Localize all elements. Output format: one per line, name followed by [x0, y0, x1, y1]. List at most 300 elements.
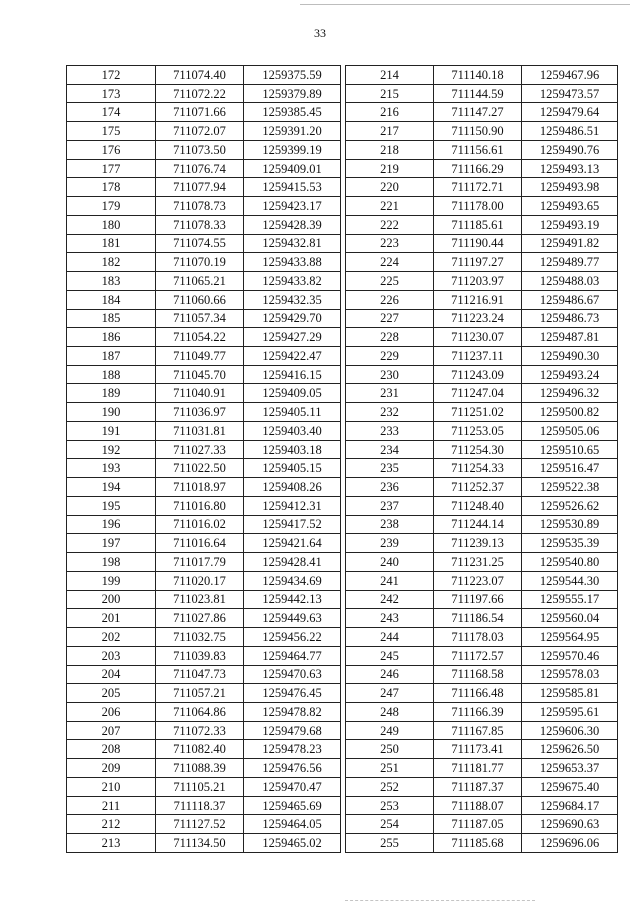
y-coordinate-cell: 1259408.26: [244, 478, 341, 497]
table-row: [67, 403, 341, 422]
y-coordinate-cell: 1259606.30: [522, 721, 618, 740]
x-coordinate-cell: 711188.07: [434, 796, 522, 815]
y-coordinate-cell: 1259675.40: [522, 777, 618, 796]
x-coordinate-cell: 711049.77: [156, 347, 244, 366]
table-row: [346, 665, 618, 684]
point-number-cell: 246: [346, 665, 434, 684]
y-coordinate-cell: 1259493.13: [522, 159, 618, 178]
table-row: [67, 534, 341, 553]
table-row: [67, 815, 341, 834]
table-row: [346, 234, 618, 253]
y-coordinate-cell: 1259405.15: [244, 459, 341, 478]
y-coordinate-cell: 1259570.46: [522, 646, 618, 665]
point-number-cell: 199: [67, 571, 156, 590]
point-number-cell: 208: [67, 740, 156, 759]
point-number-cell: 227: [346, 309, 434, 328]
table-row: [346, 365, 618, 384]
x-coordinate-cell: 711088.39: [156, 759, 244, 778]
x-coordinate-cell: 711167.85: [434, 721, 522, 740]
x-coordinate-cell: 711027.33: [156, 440, 244, 459]
table-row: [346, 721, 618, 740]
table-row: [346, 84, 618, 103]
table-row: [67, 384, 341, 403]
x-coordinate-cell: 711190.44: [434, 234, 522, 253]
x-coordinate-cell: 711230.07: [434, 328, 522, 347]
x-coordinate-cell: 711254.33: [434, 459, 522, 478]
x-coordinate-cell: 711036.97: [156, 403, 244, 422]
x-coordinate-cell: 711203.97: [434, 272, 522, 291]
y-coordinate-cell: 1259490.30: [522, 347, 618, 366]
table-row: [346, 440, 618, 459]
x-coordinate-cell: 711216.91: [434, 290, 522, 309]
table-row: [346, 290, 618, 309]
y-coordinate-cell: 1259478.82: [244, 702, 341, 721]
point-number-cell: 203: [67, 646, 156, 665]
point-number-cell: 212: [67, 815, 156, 834]
point-number-cell: 202: [67, 628, 156, 647]
point-number-cell: 238: [346, 515, 434, 534]
y-coordinate-cell: 1259540.80: [522, 553, 618, 572]
x-coordinate-cell: 711197.66: [434, 590, 522, 609]
x-coordinate-cell: 711231.25: [434, 553, 522, 572]
point-number-cell: 230: [346, 365, 434, 384]
y-coordinate-cell: 1259522.38: [522, 478, 618, 497]
table-row: [67, 272, 341, 291]
table-row: [67, 740, 341, 759]
point-number-cell: 172: [67, 66, 156, 85]
point-number-cell: 213: [67, 834, 156, 853]
y-coordinate-cell: 1259449.63: [244, 609, 341, 628]
point-number-cell: 233: [346, 421, 434, 440]
y-coordinate-cell: 1259403.40: [244, 421, 341, 440]
point-number-cell: 192: [67, 440, 156, 459]
y-coordinate-cell: 1259585.81: [522, 684, 618, 703]
y-coordinate-cell: 1259500.82: [522, 403, 618, 422]
y-coordinate-cell: 1259493.19: [522, 215, 618, 234]
point-number-cell: 174: [67, 103, 156, 122]
point-number-cell: 215: [346, 84, 434, 103]
table-row: [67, 646, 341, 665]
x-coordinate-cell: 711032.75: [156, 628, 244, 647]
point-number-cell: 181: [67, 234, 156, 253]
coordinates-table-left: [66, 65, 341, 853]
table-row: [67, 421, 341, 440]
y-coordinate-cell: 1259416.15: [244, 365, 341, 384]
x-coordinate-cell: 711185.68: [434, 834, 522, 853]
point-number-cell: 216: [346, 103, 434, 122]
x-coordinate-cell: 711016.64: [156, 534, 244, 553]
x-coordinate-cell: 711172.57: [434, 646, 522, 665]
y-coordinate-cell: 1259385.45: [244, 103, 341, 122]
point-number-cell: 243: [346, 609, 434, 628]
x-coordinate-cell: 711072.07: [156, 122, 244, 141]
y-coordinate-cell: 1259432.81: [244, 234, 341, 253]
table-row: [346, 103, 618, 122]
point-number-cell: 190: [67, 403, 156, 422]
table-row: [346, 309, 618, 328]
x-coordinate-cell: 711166.29: [434, 159, 522, 178]
table-row: [67, 309, 341, 328]
table-row: [346, 384, 618, 403]
x-coordinate-cell: 711166.39: [434, 702, 522, 721]
y-coordinate-cell: 1259555.17: [522, 590, 618, 609]
y-coordinate-cell: 1259496.32: [522, 384, 618, 403]
point-number-cell: 179: [67, 197, 156, 216]
y-coordinate-cell: 1259488.03: [522, 272, 618, 291]
x-coordinate-cell: 711078.33: [156, 215, 244, 234]
y-coordinate-cell: 1259516.47: [522, 459, 618, 478]
y-coordinate-cell: 1259476.56: [244, 759, 341, 778]
table-row: [346, 702, 618, 721]
x-coordinate-cell: 711039.83: [156, 646, 244, 665]
x-coordinate-cell: 711105.21: [156, 777, 244, 796]
point-number-cell: 241: [346, 571, 434, 590]
table-row: [346, 459, 618, 478]
y-coordinate-cell: 1259684.17: [522, 796, 618, 815]
x-coordinate-cell: 711073.50: [156, 140, 244, 159]
y-coordinate-cell: 1259486.67: [522, 290, 618, 309]
y-coordinate-cell: 1259526.62: [522, 496, 618, 515]
x-coordinate-cell: 711054.22: [156, 328, 244, 347]
point-number-cell: 232: [346, 403, 434, 422]
table-row: [346, 140, 618, 159]
point-number-cell: 180: [67, 215, 156, 234]
table-row: [346, 66, 618, 85]
x-coordinate-cell: 711254.30: [434, 440, 522, 459]
x-coordinate-cell: 711178.00: [434, 197, 522, 216]
y-coordinate-cell: 1259486.51: [522, 122, 618, 141]
table-row: [67, 777, 341, 796]
x-coordinate-cell: 711244.14: [434, 515, 522, 534]
point-number-cell: 211: [67, 796, 156, 815]
x-coordinate-cell: 711047.73: [156, 665, 244, 684]
x-coordinate-cell: 711197.27: [434, 253, 522, 272]
x-coordinate-cell: 711065.21: [156, 272, 244, 291]
x-coordinate-cell: 711023.81: [156, 590, 244, 609]
x-coordinate-cell: 711064.86: [156, 702, 244, 721]
table-row: [346, 777, 618, 796]
scan-top-rule: [300, 4, 630, 5]
x-coordinate-cell: 711074.55: [156, 234, 244, 253]
y-coordinate-cell: 1259432.35: [244, 290, 341, 309]
point-number-cell: 197: [67, 534, 156, 553]
point-number-cell: 193: [67, 459, 156, 478]
y-coordinate-cell: 1259595.61: [522, 702, 618, 721]
x-coordinate-cell: 711027.86: [156, 609, 244, 628]
table-row: [67, 759, 341, 778]
x-coordinate-cell: 711166.48: [434, 684, 522, 703]
y-coordinate-cell: 1259493.65: [522, 197, 618, 216]
point-number-cell: 222: [346, 215, 434, 234]
point-number-cell: 249: [346, 721, 434, 740]
y-coordinate-cell: 1259479.64: [522, 103, 618, 122]
table-row: [346, 421, 618, 440]
y-coordinate-cell: 1259415.53: [244, 178, 341, 197]
point-number-cell: 198: [67, 553, 156, 572]
table-row: [346, 628, 618, 647]
y-coordinate-cell: 1259433.82: [244, 272, 341, 291]
y-coordinate-cell: 1259479.68: [244, 721, 341, 740]
point-number-cell: 194: [67, 478, 156, 497]
point-number-cell: 204: [67, 665, 156, 684]
point-number-cell: 253: [346, 796, 434, 815]
y-coordinate-cell: 1259405.11: [244, 403, 341, 422]
table-row: [67, 347, 341, 366]
x-coordinate-cell: 711045.70: [156, 365, 244, 384]
x-coordinate-cell: 711140.18: [434, 66, 522, 85]
y-coordinate-cell: 1259429.70: [244, 309, 341, 328]
table-row: [67, 609, 341, 628]
y-coordinate-cell: 1259409.05: [244, 384, 341, 403]
table-row: [67, 721, 341, 740]
point-number-cell: 177: [67, 159, 156, 178]
x-coordinate-cell: 711252.37: [434, 478, 522, 497]
table-row: [67, 478, 341, 497]
point-number-cell: 176: [67, 140, 156, 159]
y-coordinate-cell: 1259490.76: [522, 140, 618, 159]
point-number-cell: 218: [346, 140, 434, 159]
table-row: [67, 103, 341, 122]
table-row: [346, 215, 618, 234]
table-row: [67, 290, 341, 309]
y-coordinate-cell: 1259412.31: [244, 496, 341, 515]
y-coordinate-cell: 1259464.05: [244, 815, 341, 834]
point-number-cell: 235: [346, 459, 434, 478]
point-number-cell: 254: [346, 815, 434, 834]
point-number-cell: 217: [346, 122, 434, 141]
x-coordinate-cell: 711078.73: [156, 197, 244, 216]
point-number-cell: 247: [346, 684, 434, 703]
y-coordinate-cell: 1259626.50: [522, 740, 618, 759]
point-number-cell: 173: [67, 84, 156, 103]
point-number-cell: 189: [67, 384, 156, 403]
table-row: [346, 834, 618, 853]
x-coordinate-cell: 711040.91: [156, 384, 244, 403]
table-row: [346, 571, 618, 590]
x-coordinate-cell: 711031.81: [156, 421, 244, 440]
table-row: [67, 197, 341, 216]
point-number-cell: 240: [346, 553, 434, 572]
x-coordinate-cell: 711185.61: [434, 215, 522, 234]
table-row: [346, 403, 618, 422]
point-number-cell: 223: [346, 234, 434, 253]
y-coordinate-cell: 1259428.41: [244, 553, 341, 572]
x-coordinate-cell: 711076.74: [156, 159, 244, 178]
page-number: 33: [314, 26, 326, 40]
x-coordinate-cell: 711127.52: [156, 815, 244, 834]
point-number-cell: 248: [346, 702, 434, 721]
y-coordinate-cell: 1259690.63: [522, 815, 618, 834]
table-row: [67, 178, 341, 197]
point-number-cell: 191: [67, 421, 156, 440]
point-number-cell: 184: [67, 290, 156, 309]
x-coordinate-cell: 711071.66: [156, 103, 244, 122]
x-coordinate-cell: 711118.37: [156, 796, 244, 815]
table-row: [67, 140, 341, 159]
x-coordinate-cell: 711072.22: [156, 84, 244, 103]
table-row: [67, 459, 341, 478]
y-coordinate-cell: 1259489.77: [522, 253, 618, 272]
table-row: [67, 84, 341, 103]
table-row: [346, 478, 618, 497]
x-coordinate-cell: 711020.17: [156, 571, 244, 590]
x-coordinate-cell: 711243.09: [434, 365, 522, 384]
x-coordinate-cell: 711223.07: [434, 571, 522, 590]
table-row: [346, 759, 618, 778]
table-row: [67, 66, 341, 85]
x-coordinate-cell: 711017.79: [156, 553, 244, 572]
x-coordinate-cell: 711134.50: [156, 834, 244, 853]
table-row: [346, 590, 618, 609]
point-number-cell: 237: [346, 496, 434, 515]
x-coordinate-cell: 711060.66: [156, 290, 244, 309]
table-row: [67, 253, 341, 272]
table-row: [346, 496, 618, 515]
y-coordinate-cell: 1259399.19: [244, 140, 341, 159]
y-coordinate-cell: 1259417.52: [244, 515, 341, 534]
table-row: [67, 684, 341, 703]
point-number-cell: 224: [346, 253, 434, 272]
table-row: [346, 740, 618, 759]
point-number-cell: 196: [67, 515, 156, 534]
table-row: [67, 159, 341, 178]
x-coordinate-cell: 711074.40: [156, 66, 244, 85]
y-coordinate-cell: 1259465.02: [244, 834, 341, 853]
y-coordinate-cell: 1259467.96: [522, 66, 618, 85]
point-number-cell: 195: [67, 496, 156, 515]
y-coordinate-cell: 1259493.24: [522, 365, 618, 384]
y-coordinate-cell: 1259535.39: [522, 534, 618, 553]
point-number-cell: 221: [346, 197, 434, 216]
y-coordinate-cell: 1259544.30: [522, 571, 618, 590]
point-number-cell: 250: [346, 740, 434, 759]
table-row: [346, 253, 618, 272]
x-coordinate-cell: 711082.40: [156, 740, 244, 759]
point-number-cell: 201: [67, 609, 156, 628]
y-coordinate-cell: 1259510.65: [522, 440, 618, 459]
y-coordinate-cell: 1259456.22: [244, 628, 341, 647]
point-number-cell: 178: [67, 178, 156, 197]
point-number-cell: 209: [67, 759, 156, 778]
table-row: [67, 234, 341, 253]
y-coordinate-cell: 1259491.82: [522, 234, 618, 253]
x-coordinate-cell: 711057.21: [156, 684, 244, 703]
coordinates-table-right: [345, 65, 618, 853]
y-coordinate-cell: 1259433.88: [244, 253, 341, 272]
table-row: [346, 197, 618, 216]
y-coordinate-cell: 1259375.59: [244, 66, 341, 85]
table-row: [67, 515, 341, 534]
point-number-cell: 225: [346, 272, 434, 291]
table-row: [67, 215, 341, 234]
y-coordinate-cell: 1259427.29: [244, 328, 341, 347]
y-coordinate-cell: 1259487.81: [522, 328, 618, 347]
point-number-cell: 244: [346, 628, 434, 647]
y-coordinate-cell: 1259578.03: [522, 665, 618, 684]
x-coordinate-cell: 711156.61: [434, 140, 522, 159]
x-coordinate-cell: 711168.58: [434, 665, 522, 684]
point-number-cell: 175: [67, 122, 156, 141]
table-row: [67, 571, 341, 590]
point-number-cell: 188: [67, 365, 156, 384]
table-row: [346, 159, 618, 178]
x-coordinate-cell: 711237.11: [434, 347, 522, 366]
table-row: [346, 534, 618, 553]
x-coordinate-cell: 711057.34: [156, 309, 244, 328]
table-row: [67, 440, 341, 459]
table-row: [346, 122, 618, 141]
x-coordinate-cell: 711144.59: [434, 84, 522, 103]
y-coordinate-cell: 1259486.73: [522, 309, 618, 328]
point-number-cell: 226: [346, 290, 434, 309]
x-coordinate-cell: 711016.80: [156, 496, 244, 515]
point-number-cell: 206: [67, 702, 156, 721]
point-number-cell: 200: [67, 590, 156, 609]
y-coordinate-cell: 1259421.64: [244, 534, 341, 553]
y-coordinate-cell: 1259470.47: [244, 777, 341, 796]
table-row: [346, 347, 618, 366]
point-number-cell: 214: [346, 66, 434, 85]
point-number-cell: 182: [67, 253, 156, 272]
point-number-cell: 255: [346, 834, 434, 853]
table-row: [346, 515, 618, 534]
y-coordinate-cell: 1259422.47: [244, 347, 341, 366]
x-coordinate-cell: 711072.33: [156, 721, 244, 740]
table-row: [67, 122, 341, 141]
table-row: [67, 328, 341, 347]
x-coordinate-cell: 711247.04: [434, 384, 522, 403]
point-number-cell: 252: [346, 777, 434, 796]
table-row: [346, 646, 618, 665]
y-coordinate-cell: 1259505.06: [522, 421, 618, 440]
y-coordinate-cell: 1259379.89: [244, 84, 341, 103]
table-row: [346, 328, 618, 347]
point-number-cell: 210: [67, 777, 156, 796]
point-number-cell: 186: [67, 328, 156, 347]
point-number-cell: 236: [346, 478, 434, 497]
x-coordinate-cell: 711070.19: [156, 253, 244, 272]
x-coordinate-cell: 711181.77: [434, 759, 522, 778]
table-row: [346, 796, 618, 815]
x-coordinate-cell: 711187.05: [434, 815, 522, 834]
y-coordinate-cell: 1259696.06: [522, 834, 618, 853]
table-row: [67, 628, 341, 647]
point-number-cell: 245: [346, 646, 434, 665]
x-coordinate-cell: 711018.97: [156, 478, 244, 497]
x-coordinate-cell: 711173.41: [434, 740, 522, 759]
y-coordinate-cell: 1259560.04: [522, 609, 618, 628]
x-coordinate-cell: 711253.05: [434, 421, 522, 440]
y-coordinate-cell: 1259564.95: [522, 628, 618, 647]
x-coordinate-cell: 711251.02: [434, 403, 522, 422]
point-number-cell: 229: [346, 347, 434, 366]
x-coordinate-cell: 711016.02: [156, 515, 244, 534]
table-row: [346, 815, 618, 834]
y-coordinate-cell: 1259476.45: [244, 684, 341, 703]
y-coordinate-cell: 1259464.77: [244, 646, 341, 665]
x-coordinate-cell: 711223.24: [434, 309, 522, 328]
y-coordinate-cell: 1259409.01: [244, 159, 341, 178]
table-row: [346, 553, 618, 572]
table-row: [346, 178, 618, 197]
y-coordinate-cell: 1259423.17: [244, 197, 341, 216]
y-coordinate-cell: 1259470.63: [244, 665, 341, 684]
x-coordinate-cell: 711077.94: [156, 178, 244, 197]
y-coordinate-cell: 1259653.37: [522, 759, 618, 778]
point-number-cell: 234: [346, 440, 434, 459]
y-coordinate-cell: 1259493.98: [522, 178, 618, 197]
point-number-cell: 185: [67, 309, 156, 328]
